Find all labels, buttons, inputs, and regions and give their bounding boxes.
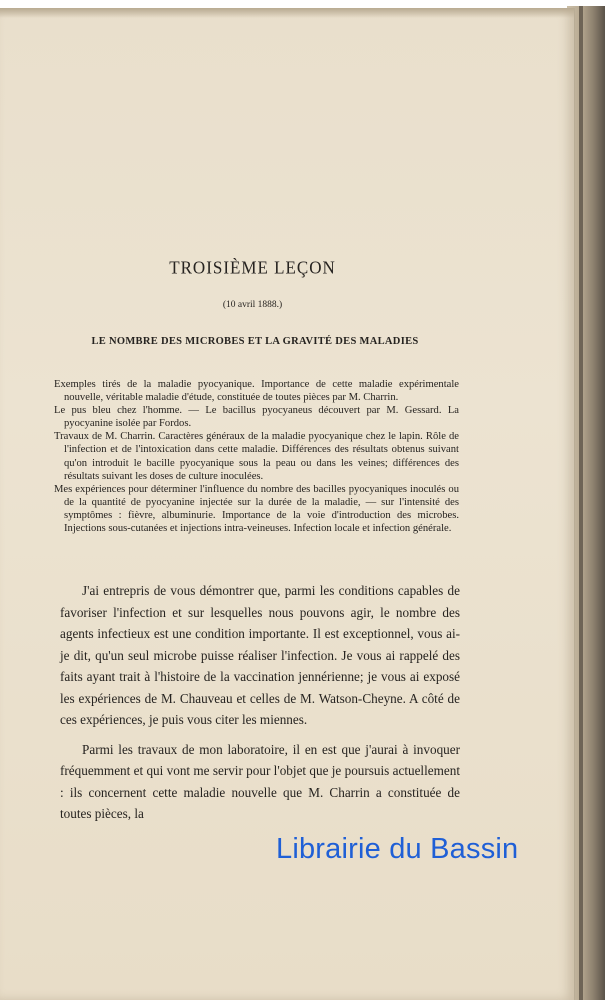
lesson-date: (10 avril 1888.) (222, 300, 283, 310)
summary-item: Le pus bleu chez l'homme. — Le bacillus pyocyaneus découvert par M. Gessard. La pyocyanine isolée par Fordos. (54, 405, 459, 430)
page-top-shadow (0, 8, 574, 18)
lesson-summary (54, 378, 459, 535)
summary-item: Mes expériences pour déterminer l'influence du nombre des bacilles pyocyaniques inoculés ou de la quantité de pyocyanine injectée sur la durée de la maladie, — sur l'intensité des symptômes : fièvre, albuminurie. Importance de la voie d'introduction des microbes. Injections sous-cutanées et injections intra-veineuses. Infection locale et infection générale. (54, 483, 459, 535)
body-paragraph: Parmi les travaux de mon laboratoire, il en est que j'aurai à invoquer fréquemment et qui vont me servir pour l'objet que je poursuis actuellement : ils concernent cette maladie nouvelle que M. Charrin a constituée de toutes pièces, la (60, 741, 460, 821)
summary-item: Travaux de M. Charrin. Caractères généraux de la maladie pyocyanique chez le lapin. Rôle de l'infection et de l'intoxication dans cette maladie. Différences des résultats obtenus suivant qu'on introduit le bacille pyocyanique sous la peau ou dans les veines; différences des résultats suivant les doses de culture inoculées. (54, 431, 459, 482)
summary-item: Exemples tirés de la maladie pyocyanique. Importance de cette maladie expérimentale nouvelle, véritable maladie d'étude, constituée de toutes pièces par M. Charrin. (54, 379, 459, 404)
lesson-subtitle: LE NOMBRE DES MICROBES ET LA GRAVITÉ DES MALADIES (91, 336, 419, 347)
lesson-body (60, 580, 460, 825)
lesson-title: TROISIÈME LEÇON (169, 257, 336, 278)
body-paragraph: J'ai entrepris de vous démontrer que, parmi les conditions capables de favoriser l'infection et sur lesquelles nous pouvons agir, le nombre des agents infectieux est une condition importante. Il est exceptionnel, vous ai-je dit, qu'un seul microbe puisse réaliser l'infection. Je vous ai rappelé des faits ayant trait à l'histoire de la vaccination jennérienne; je vous ai exposé les expériences de M. Chauveau et celles de M. Watson-Cheyne. A côté de ces expériences, je puis vous citer les miennes. (60, 583, 460, 727)
watermark-text: Librairie du Bassin (276, 833, 519, 865)
book-spine-line (579, 6, 583, 1000)
